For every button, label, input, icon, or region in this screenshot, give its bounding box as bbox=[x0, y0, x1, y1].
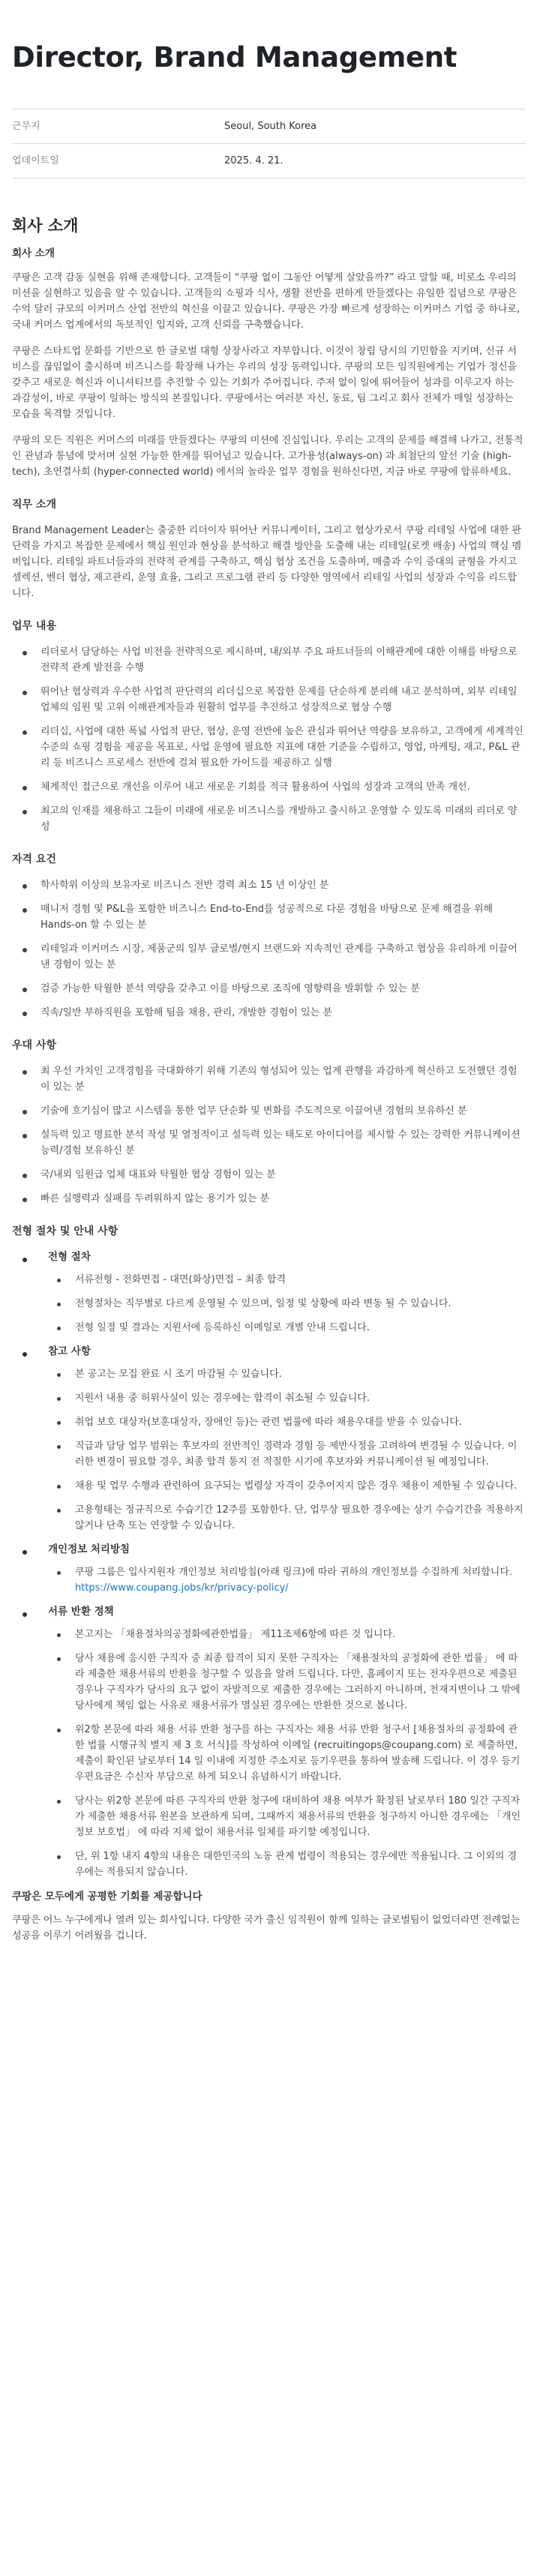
process-items bbox=[48, 1627, 526, 1881]
list-item: 체계적인 접근으로 개선을 이루어 내고 새로운 기회를 적극 활용하여 사업의 성장과 고객의 만족 개선. bbox=[12, 779, 526, 795]
process-section bbox=[12, 1344, 526, 1534]
list-item: 본 공고는 모집 완료 시 조기 마감될 수 있습니다. bbox=[48, 1366, 526, 1382]
meta-label: 업데이트일 bbox=[12, 143, 224, 178]
list-item: 고용형태는 정규직으로 수습기간 12주를 포함한다. 단, 업무상 필요한 경우에는 상기 수습기간을 적용하지 않거나 단축 또는 연장할 수 있습니다. bbox=[48, 1502, 526, 1534]
list-item: 직속/일반 부하직원을 포함해 팀을 채용, 관리, 개발한 경험이 있는 분 bbox=[12, 1005, 526, 1021]
list-item: 전형절차는 직무별로 다르게 운영될 수 있으며, 일정 및 상황에 따라 변동 될 수 있습니다. bbox=[48, 1296, 526, 1312]
list-item: 매니저 경험 및 P&L을 포함한 비즈니스 End-to-End를 성공적으로 다룬 경험을 바탕으로 문제 해결을 위해 Hands-on 할 수 있는 분 bbox=[12, 901, 526, 933]
list-item: 국/내외 임원급 업체 대표와 탁월한 협상 경험이 있는 분 bbox=[12, 1167, 526, 1183]
process-section-title: 참고 사항 bbox=[48, 1345, 91, 1357]
list-item: 위2항 본문에 따라 채용 서류 반환 청구를 하는 구직자는 채용 서류 반환 청구서 [채용절차의 공정화에 관한 법률 시행규칙 별지 제 3 호 서식]를 작성하여 이메일 (recruitingops@coupang.com) 로 제출하면, 제출이 확인된 날로부터 14 일 이내에 지정한 주소지로 등기우편을 통하여 발송해 드립니다. 이 경우 등기우편요금은 수신자 부담으로 하게 되오니 유념하시기 바랍니다. bbox=[48, 1722, 526, 1785]
list-item: 당사는 위2항 본문에 따른 구직자의 반환 청구에 대비하여 채용 여부가 확정된 날로부터 180 일간 구직자가 제출한 채용서류 원본을 보관하게 되며, 그때까지 채용서류의 반환을 청구하지 아니한 경우에는 「개인정보 보호법」 에 따라 지체 없이 채용서류 일체를 파기할 예정입니다. bbox=[48, 1793, 526, 1840]
privacy-policy-link[interactable]: https://www.coupang.jobs/kr/privacy-policy/ bbox=[75, 1582, 289, 1594]
list-item: 지원서 내용 중 허위사실이 있는 경우에는 합격이 취소될 수 있습니다. bbox=[48, 1390, 526, 1406]
process-list bbox=[12, 1249, 526, 1881]
qualifications-list bbox=[12, 877, 526, 1021]
equal-opportunity-heading: 쿠팡은 모두에게 공평한 기회를 제공합니다 bbox=[12, 1890, 202, 1903]
list-item: 채용 및 업무 수행과 관련하여 요구되는 법령상 자격이 갖추어지지 않은 경우 채용이 제한될 수 있습니다. bbox=[48, 1478, 526, 1494]
list-item: 서류전형 - 전화면접 - 대면(화상)면접 – 최종 합격 bbox=[48, 1272, 526, 1288]
duties-list bbox=[12, 644, 526, 835]
process-section bbox=[12, 1604, 526, 1881]
list-item: 리테일과 이커머스 시장, 제품군의 일부 글로벌/현지 브랜드와 지속적인 관계를 구축하고 협상을 유리하게 이끌어 낸 경험이 있는 분 bbox=[12, 941, 526, 973]
list-item: 빠른 실행력과 실패를 두려워하지 않는 용기가 있는 분 bbox=[12, 1191, 526, 1207]
list-item: 뛰어난 협상력과 우수한 사업적 판단력의 리더십으로 복잡한 문제를 단순하게 분리해 내고 분석하며, 외부 리테일 업체의 임원 및 고위 이해관계자들과 원활히 업무를 추진하고 성장적으로 협상 수행 bbox=[12, 684, 526, 715]
list-item: 리더로서 담당하는 사업 비전을 전략적으로 제시하며, 내/외부 주요 파트너들의 이해관계에 대한 이해를 바탕으로 전략적 관계 발전을 수행 bbox=[12, 644, 526, 676]
meta-value: 2025. 4. 21. bbox=[224, 143, 526, 178]
list-item: 본고지는 「채용절차의공정화에관한법률」 제11조제6항에 따른 것 입니다. bbox=[48, 1627, 526, 1642]
about-heading: 회사 소개 bbox=[12, 216, 79, 235]
list-item: 당사 채용에 응시한 구직자 중 최종 합격이 되지 못한 구직자는 「채용절차의 공정화에 관한 법률」 에 따라 제출한 채용서류의 반환을 청구할 수 있음을 알려 드립니다. 다만, 홈페이지 또는 전자우편으로 제출된 경우나 구직자가 당사의 요구 없이 자발적으로 제출한 경우에는 그러하지 아니하며, 천재지변이나 그 밖에 당사에게 책임 없는 사유로 채용서류가 멸실된 경우에는 반환한 것으로 봅니다. bbox=[48, 1651, 526, 1714]
job-meta-table bbox=[12, 109, 526, 178]
list-item: 기술에 호기심이 많고 시스템을 통한 업무 단순화 및 변화를 주도적으로 이끌어낸 경험의 보유하신 분 bbox=[12, 1103, 526, 1119]
list-item: 직급과 담당 업무 범위는 후보자의 전반적인 경력과 경험 등 제반사정을 고려하여 변경될 수 있습니다. 이러한 변경이 필요할 경우, 최종 합격 통지 전 적절한 시기에 후보자와 커뮤니케이션 될 예정입니다. bbox=[48, 1438, 526, 1470]
preferred-list bbox=[12, 1063, 526, 1207]
process-section bbox=[12, 1249, 526, 1336]
job-title: Director, Brand Management bbox=[12, 41, 458, 73]
process-items bbox=[48, 1366, 526, 1534]
list-item: 취업 보호 대상자(보훈대상자, 장애인 등)는 관련 법률에 따라 채용우대를 받을 수 있습니다. bbox=[48, 1414, 526, 1430]
list-item: 설득력 있고 명료한 분석 작성 및 열정적이고 설득력 있는 태도로 아이디어를 제시할 수 있는 강력한 커뮤니케이션 능력/경험 보유하신 분 bbox=[12, 1127, 526, 1159]
list-item: 단, 위 1항 내지 4항의 내용은 대한민국의 노동 관계 법령이 적용되는 경우에만 적용됩니다. 그 이외의 경우에는 적용되지 않습니다. bbox=[48, 1849, 526, 1880]
process-section bbox=[12, 1542, 526, 1596]
list-item: 검증 가능한 탁월한 분석 역량을 갖추고 이를 바탕으로 조직에 영향력을 발휘할 수 있는 분 bbox=[12, 981, 526, 997]
list-item: 최고의 인재를 채용하고 그들이 미래에 새로운 비즈니스를 개발하고 출시하고 운영할 수 있도록 미래의 리더로 양성 bbox=[12, 803, 526, 835]
about-paragraph: 쿠팡은 고객 감동 실현을 위해 존재합니다. 고객들이 “쿠팡 없이 그동안 어떻게 살았을까?” 라고 말할 때, 비로소 우리의 미션을 실현하고 있음을 알 수 있습니다. 고객들의 쇼핑과 식사, 생활 전반을 편하게 만들겠다는 유일한 집념으로 쿠팡은 수억 달러 규모의 이커머스 산업 전반의 혁신을 이끌고 있습니다. 쿠팡은 가장 빠르게 성장하는 이커머스 기업 중 하나로, 국내 커머스 업계에서의 독보적인 입지와, 고객 신뢰를 구축했습니다. bbox=[12, 271, 520, 331]
privacy-text: 쿠팡 그룹은 입사지원자 개인정보 처리방침(아래 링크)에 따라 귀하의 개인정보를 수집하게 처리합니다. bbox=[75, 1566, 513, 1578]
process-items bbox=[48, 1564, 526, 1596]
equal-opportunity-paragraph: 쿠팡은 어느 누구에게나 열려 있는 회사입니다. 다양한 국가 출신 임직원이 함께 일하는 글로벌팀이 없었더라면 전례없는 성공을 이루기 어려웠을 겁니다. bbox=[12, 1915, 520, 1942]
process-section-title: 전형 절차 bbox=[48, 1250, 91, 1263]
about-paragraph: 쿠팡의 모든 직원은 커머스의 미래를 만들겠다는 쿠팡의 미션에 진심입니다. 우리는 고객의 문제를 해결해 나가고, 전통적인 관념과 통념에 맞서며 실현 가능한 한계를 뛰어넘고 있습니다. 고가용성(always-on) 과 최첨단의 앞선 기술 (high-tech), 초연결사회 (hyper-connected world) 에서의 놀라운 업무 경험을 원하신다면, 지금 바로 쿠팡에 합류하세요. bbox=[12, 434, 524, 478]
list-item: 전형 일정 및 결과는 지원서에 등록하신 이메일로 개별 안내 드립니다. bbox=[48, 1320, 526, 1336]
list-item: 학사학위 이상의 보유자로 비즈니스 전반 경력 최소 15 년 이상인 분 bbox=[12, 877, 526, 893]
list-item: 최 우선 가치인 고객경험을 극대화하기 위해 기존의 형성되어 있는 업계 관행을 과감하게 혁신하고 도전했던 경험이 있는 분 bbox=[12, 1063, 526, 1095]
list-item bbox=[48, 1564, 526, 1596]
meta-label: 근무지 bbox=[12, 109, 224, 143]
process-section-title: 개인정보 처리방침 bbox=[48, 1543, 130, 1556]
about-paragraph: 쿠팡은 스타트업 문화를 기반으로 한 글로벌 대형 상장사라고 자부합니다. 이것이 창립 당시의 기민함을 지키며, 신규 서비스를 끊임없이 출시하며 비즈니스를 확장해 나가는 우리의 성장 동력입니다. 쿠팡의 모든 임직원에게는 기업가 정신을 갖추고 새로운 혁신과 이니셔티브를 추진할 수 있는 기회가 주어집니다. 주저 없이 일에 뛰어들어 성과를 이루고자 하는 과감성이, 바로 쿠팡이 일하는 방식의 본질입니다. 쿠팡에서는 여러분 자신, 동료, 팀 그리고 회사 전체가 매일 성장하는 모습을 목격할 것입니다. bbox=[12, 345, 518, 420]
preferred-heading: 우대 사항 bbox=[12, 1039, 56, 1052]
process-items bbox=[48, 1272, 526, 1336]
process-section-title: 서류 반환 정책 bbox=[48, 1605, 114, 1618]
duties-heading: 업무 내용 bbox=[12, 619, 56, 632]
qualifications-heading: 자격 요건 bbox=[12, 853, 56, 866]
meta-value: Seoul, South Korea bbox=[224, 109, 526, 143]
list-item: 리더십, 사업에 대한 폭넓 사업적 판단, 협상, 운영 전반에 높은 관심과 뛰어난 역량을 보유하고, 고객에게 세계적인 수준의 쇼핑 경험을 제공을 목표로, 사업 운영에 필요한 지표에 대한 기준을 수립하고, 영업, 마케팅, 재고, P&L 관리 등 비즈니스 프로세스 전반에 걸쳐 필요한 가이드를 제공하고 실행 bbox=[12, 724, 526, 771]
process-heading: 전형 절차 및 안내 사항 bbox=[12, 1225, 118, 1238]
meta-row-location bbox=[12, 109, 526, 143]
about-subheading: 회사 소개 bbox=[12, 247, 55, 259]
role-paragraph: Brand Management Leader는 출중한 리더이자 뛰어난 커뮤니케이터, 그리고 협상가로서 쿠팡 리테일 사업에 대한 판단력을 가지고 복잡한 문제에서 핵심 원인과 현상을 분석하고 해결 방안을 도출해 내는 리테일(로켓 배송) 사업의 핵심 멤버입니다. 리테일 파트너들과의 전략적 관계를 구축하고, 핵심 협상 조건을 도출하며, 매출과 수익 증대의 균형을 가지고 셀렉션, 벤더 협상, 재고관리, 운영 효율, 그리고 프로그램 관리 등 다양한 영역에서 리테일 사업의 성장과 수익을 리드합니다. bbox=[12, 524, 522, 599]
meta-row-updated bbox=[12, 143, 526, 178]
role-heading: 직무 소개 bbox=[12, 499, 56, 511]
